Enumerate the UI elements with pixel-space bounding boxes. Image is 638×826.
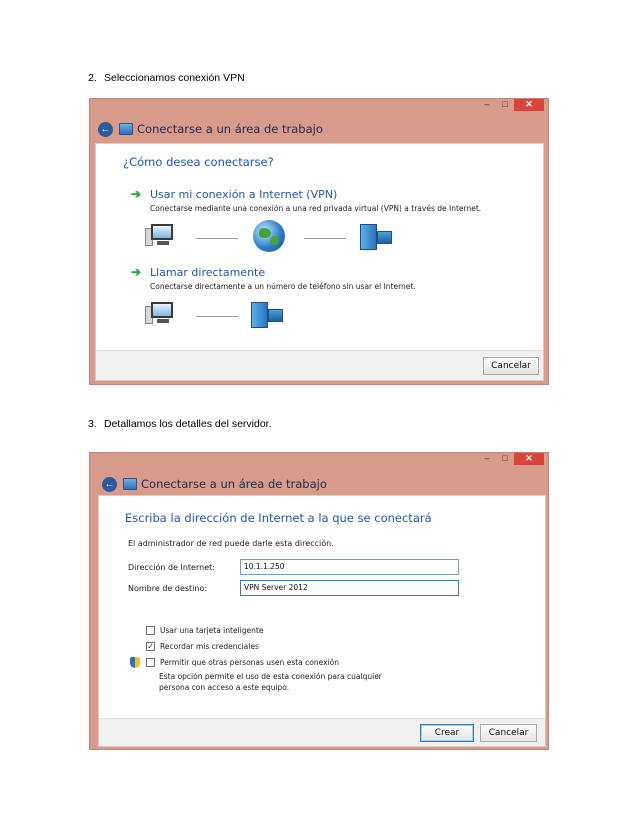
dialog-connect-workplace-1 bbox=[89, 98, 549, 385]
minimize-button[interactable]: – bbox=[484, 99, 490, 109]
green-arrow-icon: ➔ bbox=[131, 187, 142, 201]
globe-icon bbox=[253, 220, 285, 252]
address-label: Dirección de Internet: bbox=[128, 563, 215, 572]
allow-others-checkbox[interactable] bbox=[146, 658, 155, 667]
option-vpn-title[interactable]: Usar mi conexión a Internet (VPN) bbox=[150, 188, 338, 201]
smart-card-label: Usar una tarjeta inteligente bbox=[160, 626, 264, 635]
create-button[interactable]: Crear bbox=[420, 724, 474, 742]
computer-icon bbox=[145, 302, 175, 326]
back-arrow-icon[interactable]: ← bbox=[102, 477, 117, 492]
option-dial-description: Conectarse directamente a un número de teléfono sin usar el Internet. bbox=[150, 282, 416, 291]
close-button[interactable]: ✕ bbox=[514, 453, 544, 465]
connector-line bbox=[304, 238, 346, 239]
step-text: Detallamos los detalles del servidor. bbox=[104, 418, 272, 430]
dialog-content bbox=[98, 495, 546, 747]
step-3-caption bbox=[88, 418, 272, 430]
maximize-button[interactable]: □ bbox=[502, 99, 508, 109]
option-vpn-description: Conectarse mediante una conexión a una red privada virtual (VPN) a través de Internet. bbox=[150, 204, 482, 213]
window-controls bbox=[478, 99, 544, 113]
remember-credentials-option[interactable] bbox=[146, 642, 259, 651]
maximize-button[interactable]: □ bbox=[502, 453, 508, 463]
window-title: Conectarse a un área de trabajo bbox=[141, 477, 327, 491]
option-dial-title[interactable]: Llamar directamente bbox=[150, 266, 266, 279]
dialog-footer bbox=[96, 350, 543, 380]
question-heading: ¿Cómo desea conectarse? bbox=[123, 155, 274, 169]
step-text: Seleccionamos conexión VPN bbox=[104, 72, 245, 84]
remember-credentials-label: Recordar mis credenciales bbox=[160, 642, 259, 651]
window-controls bbox=[478, 453, 544, 467]
network-icon bbox=[123, 478, 137, 490]
computer-icon bbox=[145, 224, 175, 248]
dialog-footer bbox=[99, 718, 545, 746]
connector-line bbox=[196, 238, 238, 239]
allow-others-option[interactable] bbox=[146, 658, 339, 667]
minimize-button[interactable]: – bbox=[484, 453, 490, 463]
step-number: 3. bbox=[88, 418, 97, 430]
server-icon bbox=[360, 224, 394, 250]
allow-others-description-line-2: persona con acceso a este equipo. bbox=[159, 683, 290, 692]
server-icon bbox=[251, 302, 285, 328]
uac-shield-icon bbox=[130, 657, 140, 668]
smart-card-checkbox[interactable] bbox=[146, 626, 155, 635]
destination-input[interactable]: VPN Server 2012 bbox=[240, 580, 459, 596]
step-number: 2. bbox=[88, 72, 97, 84]
allow-others-label: Permitir que otras personas usen esta conexión bbox=[160, 658, 339, 667]
window-title: Conectarse a un área de trabajo bbox=[137, 122, 323, 136]
address-input[interactable]: 10.1.1.250 bbox=[240, 559, 459, 575]
green-arrow-icon: ➔ bbox=[131, 265, 142, 279]
dialog-connect-workplace-2 bbox=[89, 452, 549, 750]
connector-line bbox=[196, 316, 238, 317]
title-bar bbox=[102, 474, 327, 494]
cancel-button[interactable]: Cancelar bbox=[480, 724, 537, 742]
dialog-content bbox=[95, 143, 544, 381]
step-2-caption bbox=[88, 72, 245, 84]
info-text: El administrador de red puede darle esta dirección. bbox=[128, 539, 334, 548]
remember-credentials-checkbox[interactable]: ✓ bbox=[147, 642, 154, 651]
close-button[interactable]: ✕ bbox=[514, 99, 544, 111]
title-bar bbox=[98, 119, 323, 139]
destination-label: Nombre de destino: bbox=[128, 584, 208, 593]
smart-card-option[interactable] bbox=[146, 626, 263, 635]
cancel-button[interactable]: Cancelar bbox=[483, 357, 539, 375]
back-arrow-icon[interactable]: ← bbox=[98, 122, 113, 137]
network-icon bbox=[119, 123, 133, 135]
allow-others-description-line-1: Esta opción permite el uso de esta conexión para cualquier bbox=[159, 672, 382, 681]
form-heading: Escriba la dirección de Internet a la que se conectará bbox=[125, 511, 432, 525]
